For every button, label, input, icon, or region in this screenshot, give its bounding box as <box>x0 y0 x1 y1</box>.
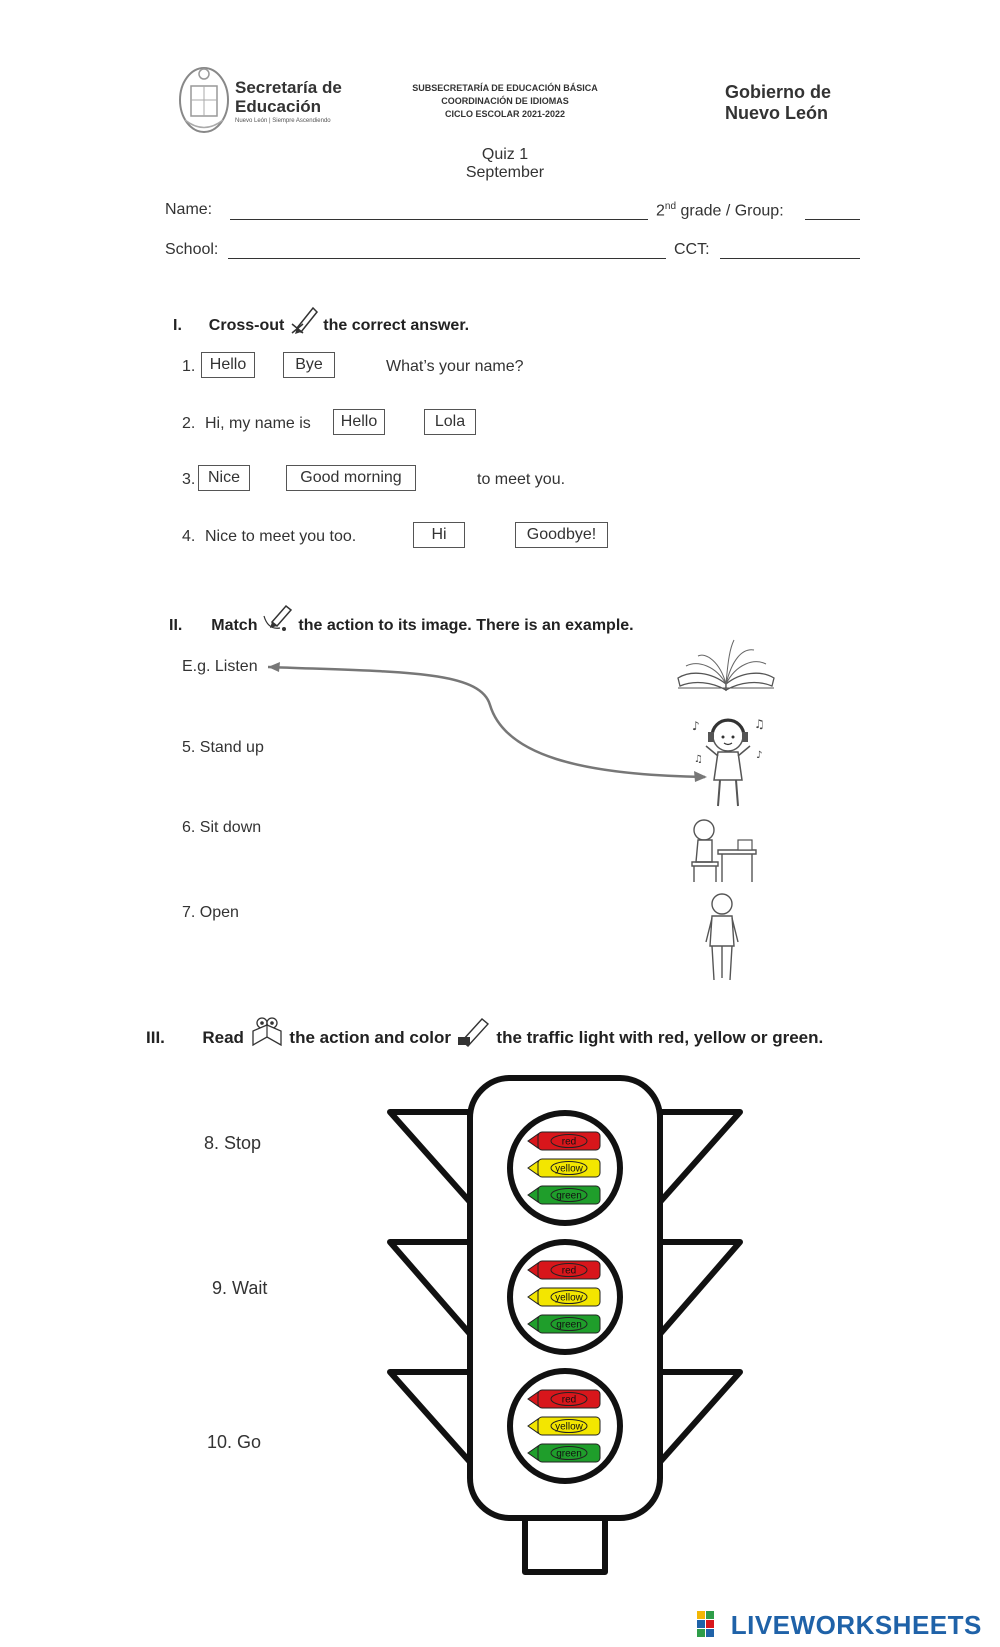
svg-text:♫: ♫ <box>694 754 703 765</box>
open-book-image <box>676 636 776 692</box>
section-3-roman: III. <box>146 1028 165 1047</box>
section-1-post: the correct answer. <box>323 317 470 334</box>
crayon-label: red <box>561 1136 577 1148</box>
school-label: School: <box>165 241 219 258</box>
cct-field[interactable] <box>720 258 860 259</box>
header-line: CICLO ESCOLAR 2021-2022 <box>444 109 566 119</box>
item-2-text: Hi, my name is <box>205 415 311 432</box>
item-1-text: What’s your name? <box>386 358 524 375</box>
reading-book-icon <box>249 1015 285 1049</box>
section-3-w3: the traffic light with red, yellow or green. <box>496 1028 824 1047</box>
name-field[interactable] <box>230 219 648 220</box>
action-wait: 9. Wait <box>212 1278 268 1298</box>
crayon-label: green <box>556 1319 582 1331</box>
crayon-hand-icon <box>456 1015 492 1047</box>
item-1-number: 1. <box>182 358 196 375</box>
item-3-option-nice[interactable]: Nice <box>198 465 250 491</box>
item-2-option-hello[interactable]: Hello <box>333 409 385 435</box>
crayon-label: red <box>561 1265 577 1277</box>
svg-text:♪: ♪ <box>692 719 700 733</box>
quiz-title: Quiz 1 <box>481 146 529 163</box>
item-4-option-goodbye[interactable]: Goodbye! <box>515 522 608 548</box>
liveworksheets-brand: LIVEWORKSHEETS <box>730 1610 982 1640</box>
crayon-label: yellow <box>555 1292 583 1304</box>
item-2-option-lola[interactable]: Lola <box>424 409 476 435</box>
crayon-red <box>528 1390 600 1408</box>
crayon-yellow <box>528 1417 600 1435</box>
item-4-text: Nice to meet you too. <box>205 528 357 545</box>
crayon-label: yellow <box>555 1421 583 1433</box>
item-3-option-good-morning[interactable]: Good morning <box>286 465 416 491</box>
crayon-label: green <box>556 1190 582 1202</box>
crayon-green <box>528 1444 600 1462</box>
svg-text:♪: ♪ <box>756 750 763 761</box>
section-2-roman: II. <box>169 617 183 634</box>
secretaria-subtitle: Nuevo León | Siempre Ascendiendo <box>235 118 331 124</box>
section-2-post: the action to its image. There is an example. <box>298 617 634 634</box>
item-3-text: to meet you. <box>477 471 566 488</box>
match-example-listen[interactable]: E.g. Listen <box>182 658 258 675</box>
child-headphones-image <box>688 712 768 812</box>
crayon-red <box>528 1132 600 1150</box>
crayon-yellow <box>528 1288 600 1306</box>
name-label: Name: <box>165 201 213 218</box>
item-2-number: 2. <box>182 415 196 432</box>
section-1-heading <box>173 302 469 335</box>
quiz-month: September <box>465 164 545 181</box>
pencil-match-icon <box>262 602 294 632</box>
match-item-open[interactable]: 7. Open <box>182 904 239 921</box>
crayon-yellow <box>528 1159 600 1177</box>
crayon-green <box>528 1186 600 1204</box>
cct-label: CCT: <box>674 241 710 258</box>
crayon-set-stop[interactable] <box>524 1124 606 1214</box>
example-match-arrow <box>250 650 720 790</box>
section-3-w2: the action and color <box>289 1028 451 1047</box>
item-4-option-hi[interactable]: Hi <box>413 522 465 548</box>
header-line: COORDINACIÓN DE IDIOMAS <box>441 96 569 106</box>
crayon-red <box>528 1261 600 1279</box>
section-3-w1: Read <box>202 1028 244 1047</box>
header-center <box>390 82 620 121</box>
grade-group-label: 2nd grade / Group: <box>656 201 784 220</box>
svg-text:♫: ♫ <box>754 717 765 731</box>
section-1-pre: Cross-out <box>208 317 285 334</box>
crayon-label: yellow <box>555 1163 583 1175</box>
section-2-heading <box>169 602 634 635</box>
coat-of-arms-icon <box>175 60 233 138</box>
section-2-pre: Match <box>211 617 258 634</box>
action-stop: 8. Stop <box>204 1133 262 1153</box>
pencil-icon <box>289 302 319 334</box>
child-standing-image <box>700 890 744 986</box>
item-1-option-hello[interactable]: Hello <box>201 352 255 378</box>
secretaria-logo <box>175 60 375 140</box>
crayon-label: green <box>556 1448 582 1460</box>
item-4-number: 4. <box>182 528 196 545</box>
quiz-heading <box>380 146 630 182</box>
secretaria-title: Secretaría de Educación <box>235 78 342 116</box>
group-field[interactable] <box>805 219 860 220</box>
crayon-set-wait[interactable] <box>524 1253 606 1343</box>
crayon-green <box>528 1315 600 1333</box>
liveworksheets-logo <box>697 1610 982 1641</box>
match-item-stand-up[interactable]: 5. Stand up <box>182 739 264 756</box>
crayon-set-go[interactable] <box>524 1382 606 1472</box>
child-sitting-desk-image <box>688 816 758 886</box>
crayon-label: red <box>561 1394 577 1406</box>
header-line: SUBSECRETARÍA DE EDUCACIÓN BÁSICA <box>412 83 598 93</box>
school-field[interactable] <box>228 258 666 259</box>
item-1-option-bye[interactable]: Bye <box>283 352 335 378</box>
gobierno-title: Gobierno de Nuevo León <box>725 82 832 123</box>
action-go: 10. Go <box>207 1432 262 1452</box>
match-item-sit-down[interactable]: 6. Sit down <box>182 819 262 836</box>
liveworksheets-blocks-icon <box>697 1611 723 1637</box>
item-3-number: 3. <box>182 471 196 488</box>
section-1-roman: I. <box>173 317 182 334</box>
section-3-heading <box>146 1015 823 1049</box>
